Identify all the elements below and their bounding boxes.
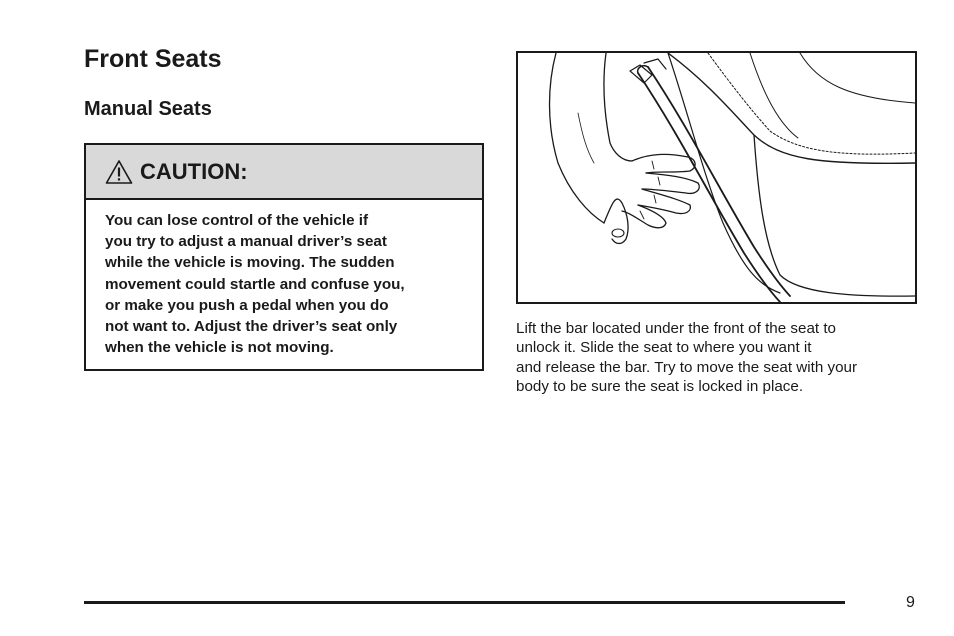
- caution-line: movement could startle and confuse you,: [105, 275, 405, 293]
- caution-line: when the vehicle is not moving.: [105, 339, 334, 357]
- page-number: 9: [906, 594, 915, 611]
- caption-text: [516, 319, 857, 397]
- caption-line: Lift the bar located under the front of the seat to: [516, 320, 836, 337]
- caution-line: or make you push a pedal when you do: [105, 296, 389, 314]
- caution-line: while the vehicle is moving. The sudden: [105, 254, 395, 272]
- seat-adjust-bar-illustration: [516, 51, 917, 304]
- caution-line: You can lose control of the vehicle if: [105, 212, 369, 229]
- caution-text: [86, 200, 482, 358]
- page-title: Front Seats: [84, 45, 222, 73]
- caution-box: [84, 143, 484, 371]
- caution-line: you try to adjust a manual driver’s seat: [105, 233, 387, 251]
- section-title: Manual Seats: [84, 98, 212, 120]
- caution-label: CAUTION:: [140, 158, 248, 184]
- caption-line: body to be sure the seat is locked in place.: [516, 378, 804, 396]
- caption-line: and release the bar. Try to move the seat with your: [516, 358, 858, 376]
- caption-line: unlock it. Slide the seat to where you want it: [516, 339, 812, 357]
- footer-rule: [84, 601, 845, 604]
- warning-triangle-icon: [105, 159, 133, 185]
- caution-line: not want to. Adjust the driver’s seat only: [105, 318, 398, 336]
- caution-header: [86, 145, 482, 200]
- seat-illustration-drawing: [518, 53, 915, 302]
